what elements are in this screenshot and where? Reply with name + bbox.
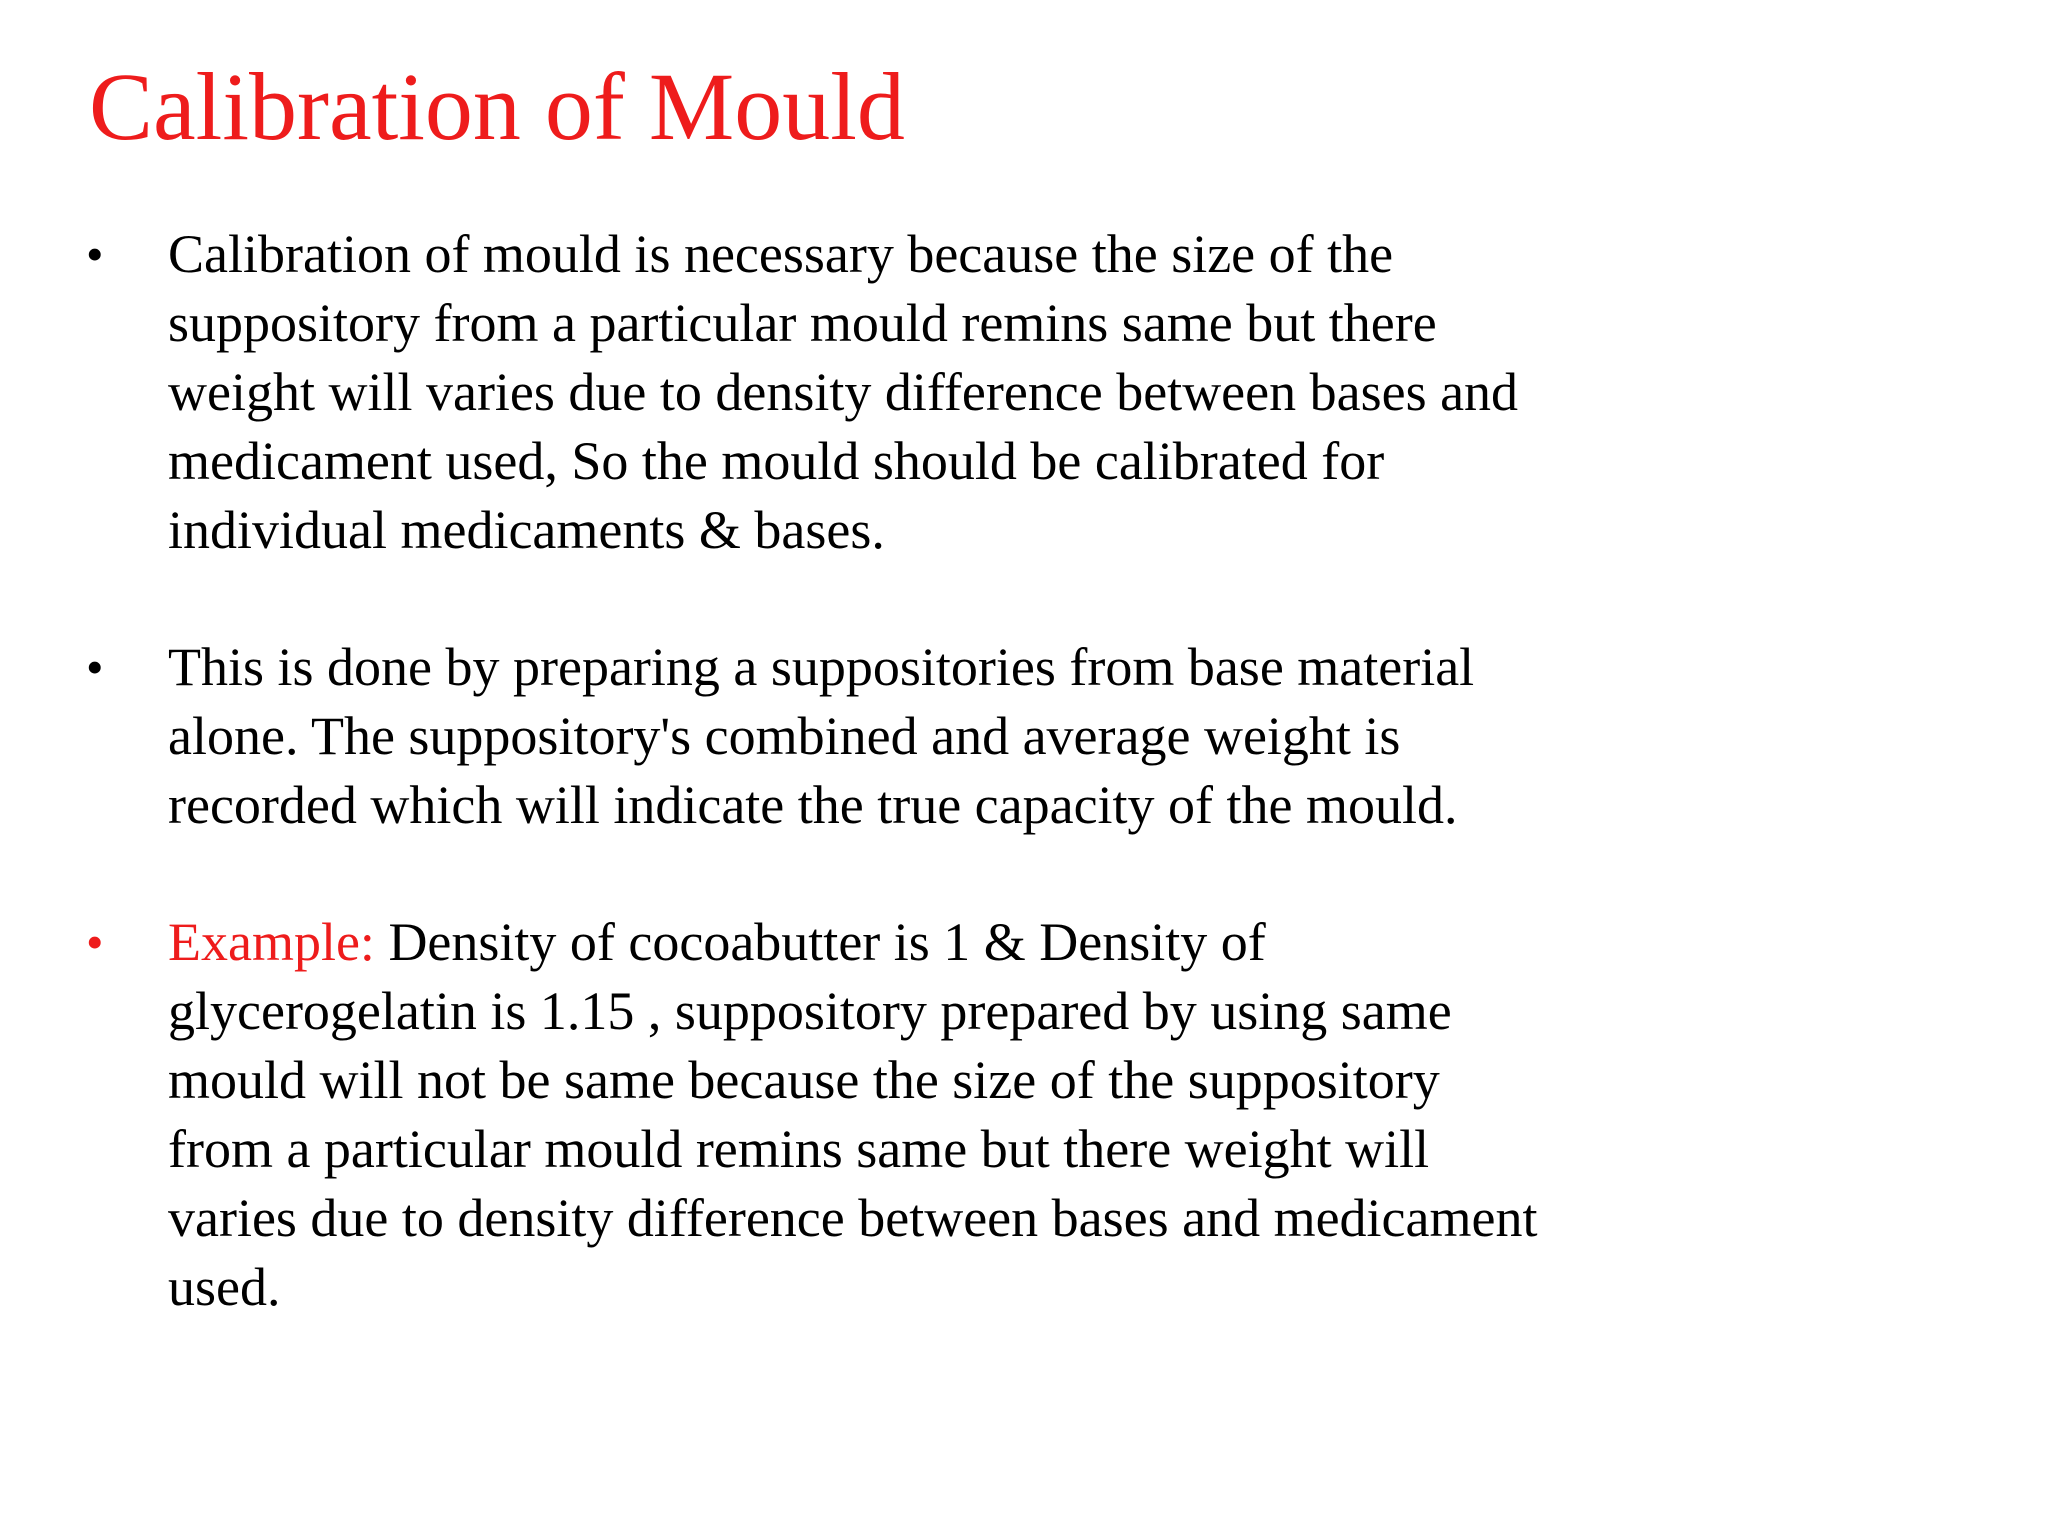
bullet-text: Calibration of mould is necessary because the size of the suppository from a particular mould remins same but there weight will varies due to density difference between bases and medicament used, So the mould should be calibrated for individual medicaments & bases.	[168, 224, 1519, 560]
bullet-item-example	[0, 908, 2048, 1322]
example-text: Density of cocoabutter is 1 & Density of glycerogelatin is 1.15 , suppository prepared by using same mould will not be same because the size of the suppository from a particular mould remins same but there weight will varies due to density difference between bases and medicament used.	[168, 912, 1538, 1317]
bullet-item-procedure	[0, 633, 2048, 840]
bullet-dot-icon: •	[86, 639, 104, 695]
example-label: Example:	[168, 912, 375, 972]
bullet-dot-icon: •	[86, 914, 104, 970]
bullet-list	[0, 220, 2048, 1390]
slide-title: Calibration of Mould	[89, 53, 905, 160]
bullet-text-example	[168, 908, 1648, 1322]
bullet-text: This is done by preparing a suppositories from base material alone. The suppository's combined and average weight is recorded which will indicate the true capacity of the mould.	[168, 637, 1475, 835]
bullet-item-calibration-necessity	[0, 220, 2048, 565]
bullet-dot-icon: •	[86, 226, 104, 282]
